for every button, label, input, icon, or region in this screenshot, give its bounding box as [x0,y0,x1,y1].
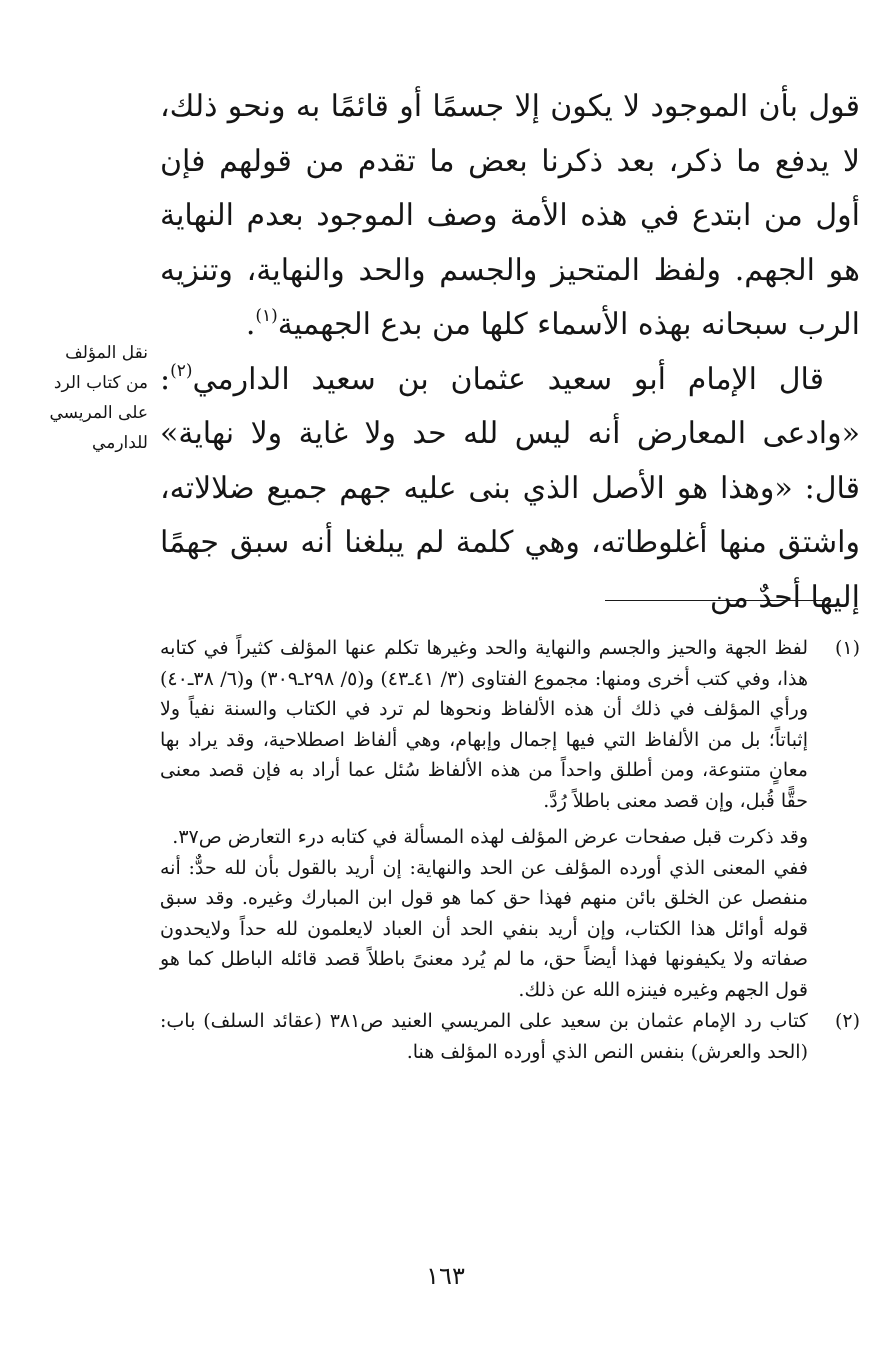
footnote-1-text-3: ففي المعنى الذي أورده المؤلف عن الحد والنهاية: إن أريد بالقول بأن لله حدٌّ: أنه منفصل عن الخلق بائن منهم فهذا حق كما هو قول ابن المبارك وغيره. وقد سبق قوله أوائل هذا الكتاب، وإن أريد بنفي الحد أن العباد لايعلمون لله حداً ولايحدون صفاته ولا يكيفونها فهذا أيضاً حق، ما لم يُرد معنىً باطلاً قصد قائله الباطل كما هو قول الجهم وغيره فينزه الله عن ذلك. [160,856,808,1001]
footnote-1 [160,633,860,1005]
margin-note-line: للدارمي [92,433,148,453]
footnote-1-text: لفظ الجهة والحيز والجسم والنهاية والحد وغيرها تكلم عنها المؤلف كثيراً في كتابه هذا، وفي كتب أخرى ومنها: مجموع الفتاوى (٣/ ٤١ـ٤٣) و(٥/ ٢٩٨ـ٣٠٩) و(٦/ ٣٨ـ٤٠) ورأي المؤلف في ذلك أن هذه الألفاظ ونحوها لم ترد في الكتاب والسنة نفياً ولا إثباتاً؛ بل من الألفاظ التي فيها إجمال وإبهام، وهي ألفاظ اصطلاحية، وقد يراد بها معانٍ متنوعة، ومن أطلق واحداً من هذه الألفاظ سُئل عما أراد به فإن قصد معنى حقًّا قُبل، وإن قصد معنى باطلاً رُدَّ. [160,637,808,812]
footnote-ref-1[interactable]: (١) [255,306,278,326]
main-paragraph-2 [160,353,860,626]
footnote-body [160,1006,808,1067]
margin-note [30,338,148,458]
main-paragraph-1 [160,80,860,353]
margin-note-line: على المريسي [49,403,148,423]
footnotes-section [160,633,860,1067]
paragraph-2-start: قال الإمام أبو سعيد عثمان بن سعيد الدارمي [192,361,824,397]
footnote-number: (٢) [834,1010,860,1032]
page-number: ١٦٣ [426,1262,465,1290]
footnote-separator [605,600,830,601]
main-text-block [160,80,860,625]
footnote-2-text: كتاب رد الإمام عثمان بن سعيد على المريسي العنيد ص٣٨١ (عقائد السلف) باب: (الحد والعرش) بنفس النص الذي أورده المؤلف هنا. [160,1010,808,1063]
footnote-body [160,633,808,1005]
margin-note-line: من كتاب الرد [53,373,148,393]
footnote-number: (١) [834,637,860,659]
footnote-2 [160,1006,860,1067]
footnote-1-text-2: وقد ذكرت قبل صفحات عرض المؤلف لهذه المسألة في كتابه درء التعارض ص٣٧. [172,826,808,848]
footnote-ref-2[interactable]: (٢) [170,360,193,381]
paragraph-1-text: قول بأن الموجود لا يكون إلا جسمًا أو قائمًا به ونحو ذلك، لا يدفع ما ذكر، بعد ذكرنا بعض ما تقدم من قولهم فإن أول من ابتدع في هذه الأمة وصف الموجود بعدم النهاية هو الجهم. ولفظ المتحيز والجسم والحد والنهاية، وتنزيه الرب سبحانه بهذه الأسماء كلها من بدع الجهمية [160,89,860,342]
paragraph-2-rest: : «وادعى المعارض أنه ليس لله حد ولا غاية ولا نهاية» قال: «وهذا هو الأصل الذي بنى عليه جهم جميع ضلالاته، واشتق منها أغلوطاته، وهي كلمة لم يبلغنا أنه سبق جهمًا إليها أحدٌ من [160,361,860,615]
margin-note-line: نقل المؤلف [65,343,148,363]
paragraph-1-end: . [245,307,256,342]
